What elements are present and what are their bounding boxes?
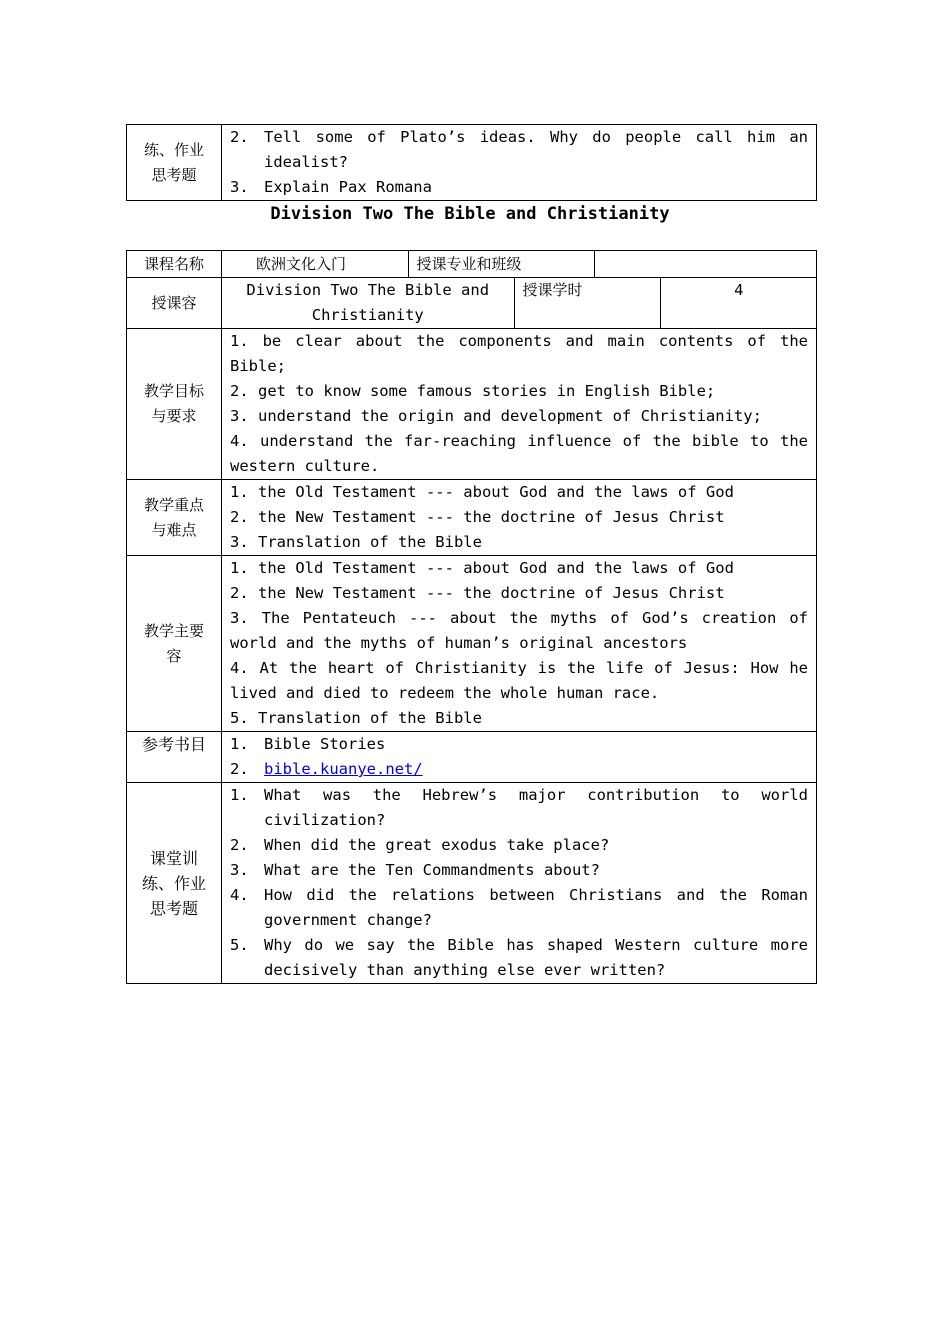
major-class-value [594,251,817,277]
list-item: 2. get to know some famous stories in English Bible; [230,382,716,400]
list-item: 2. Tell some of Plato’s ideas. Why do people call him an idealist? [230,128,808,171]
top-exercises-cell [222,125,817,201]
list-item: 4. understand the far-reaching influence of the bible to the western culture. [230,432,808,475]
list-item: 2. When did the great exodus take place? [230,836,610,854]
list-item: 5. Why do we say the Bible has shaped Western culture more decisively than anything else ever written? [230,936,808,979]
course-name-label: 课程名称 [127,251,222,278]
top-continuation-table [126,124,817,201]
exercises-label-continued: 练、作业 思考题 [127,125,222,201]
key-points-cell [222,480,817,556]
list-item: 4. At the heart of Christianity is the life of Jesus: How he lived and died to redeem the whole human race. [230,659,808,702]
main-content-cell [222,556,817,732]
list-item: 1. be clear about the components and main contents of the Bible; [230,332,808,375]
references-label: 参考书目 [127,732,222,783]
list-item: 1. the Old Testament --- about God and the laws of God [230,483,734,501]
course-name-value: 欧洲文化入门 [222,251,408,277]
hours-label: 授课学时 [514,278,660,328]
list-item: 4. How did the relations between Christians and the Roman government change? [230,886,808,929]
exercises-cell [222,783,817,984]
goals-label: 教学目标 与要求 [127,329,222,480]
exercises-label: 课堂训 练、作业 思考题 [127,783,222,984]
section-heading: Division Two The Bible and Christianity [270,204,670,224]
list-item: 1. the Old Testament --- about God and the laws of God [230,559,734,577]
list-item: 2. the New Testament --- the doctrine of Jesus Christ [230,508,725,526]
bible-website-link[interactable]: bible.kuanye.net/ [264,760,423,778]
list-item: 3. Explain Pax Romana [230,178,432,196]
list-item: 3. understand the origin and development of Christianity; [230,407,762,425]
list-item: 5. Translation of the Bible [230,709,482,727]
goals-cell [222,329,817,480]
list-item: 3. Translation of the Bible [230,533,482,551]
list-item: 2. bible.kuanye.net/ [230,760,423,778]
major-class-label: 授课专业和班级 [408,251,594,277]
main-content-label: 教学主要 容 [127,556,222,732]
references-cell [222,732,817,783]
list-item: 3. What are the Ten Commandments about? [230,861,600,879]
list-item: 1. Bible Stories [230,735,386,753]
list-item: 3. The Pentateuch --- about the myths of God’s creation of world and the myths of human’s original ancestors [230,609,808,652]
list-item: 2. the New Testament --- the doctrine of Jesus Christ [230,584,725,602]
course-table [126,250,817,984]
list-item: 1. What was the Hebrew’s major contribution to world civilization? [230,786,808,829]
content-value: Division Two The Bible and Christianity [222,278,514,328]
key-points-label: 教学重点 与难点 [127,480,222,556]
hours-value: 4 [734,281,744,299]
content-label: 授课容 [127,278,222,329]
